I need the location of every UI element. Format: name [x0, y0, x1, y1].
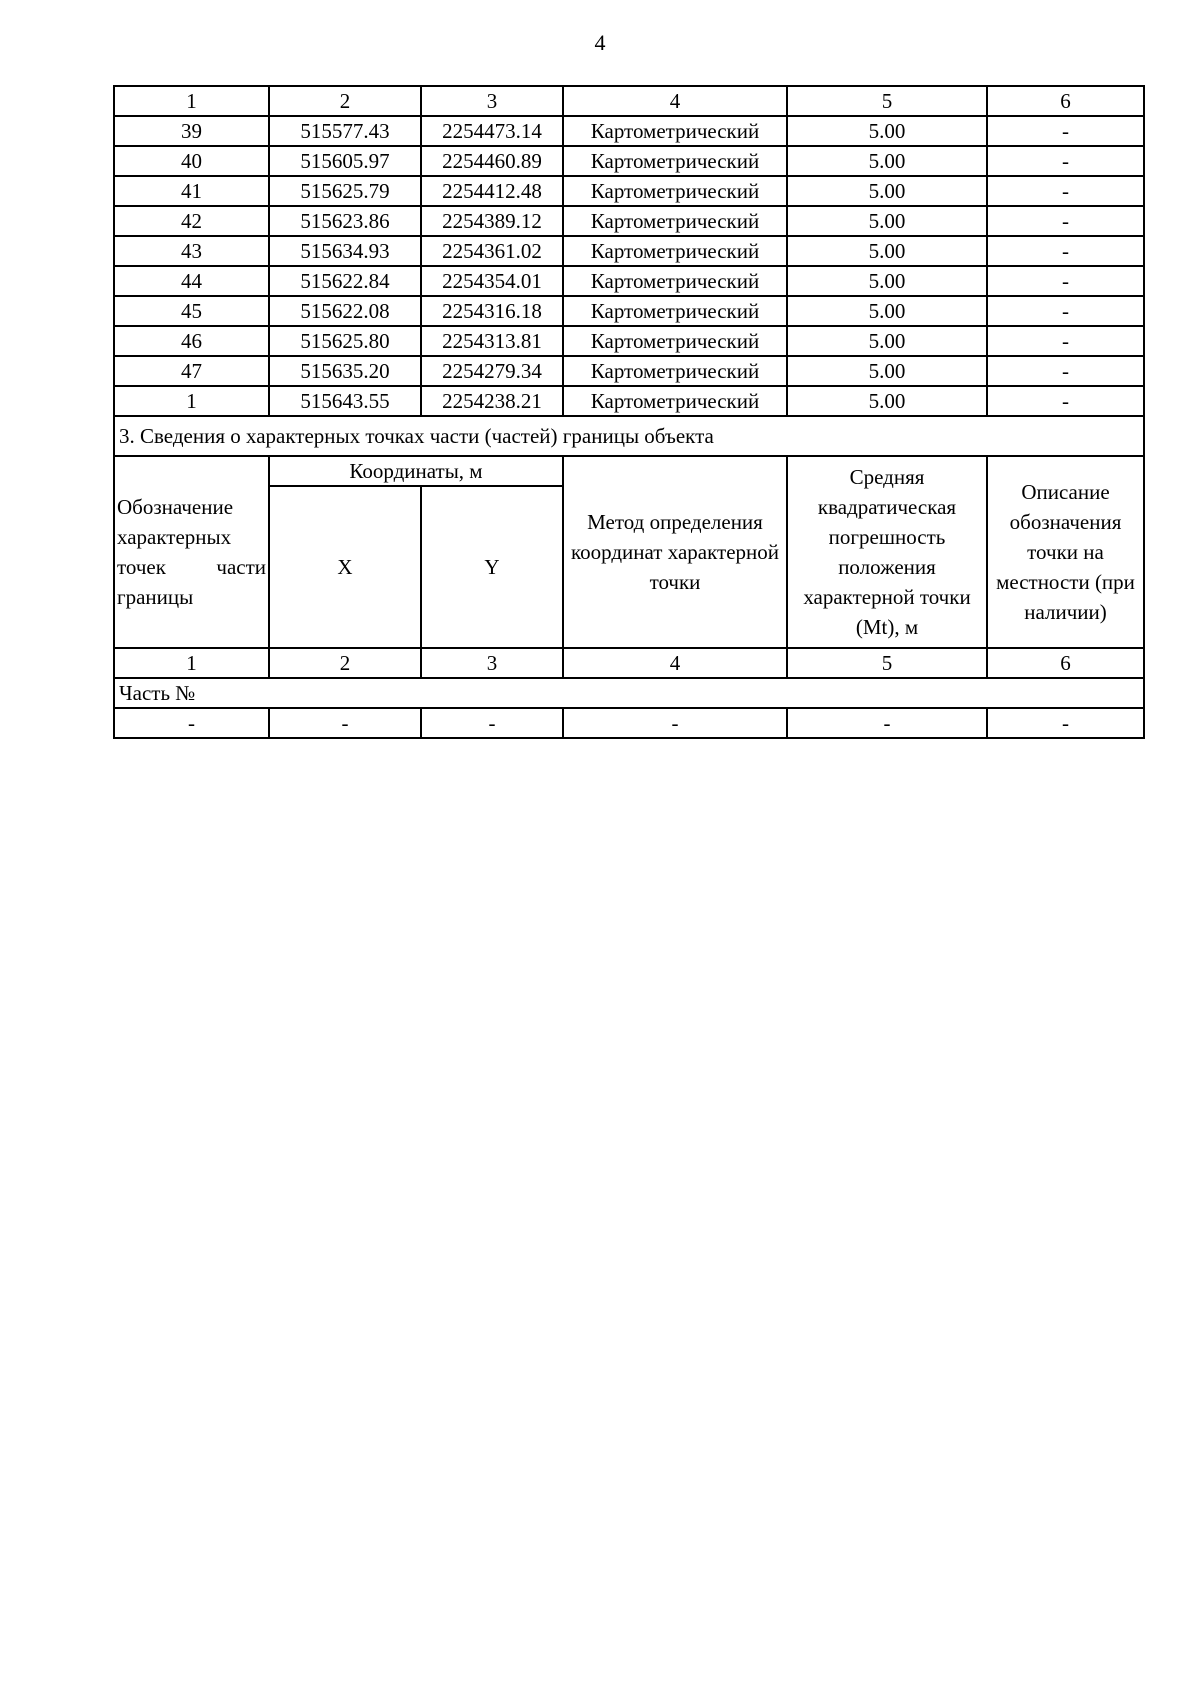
- table-row: [114, 708, 1144, 738]
- col-number: 2: [269, 648, 421, 678]
- x-cell: 515623.86: [269, 206, 421, 236]
- coordinates-header: Координаты, м: [269, 456, 563, 486]
- x-cell: 515634.93: [269, 236, 421, 266]
- description-cell: -: [987, 206, 1144, 236]
- y-cell: 2254238.21: [421, 386, 563, 416]
- mt-cell: 5.00: [787, 266, 987, 296]
- col-number: 4: [563, 648, 787, 678]
- y-cell: 2254361.02: [421, 236, 563, 266]
- x-cell: 515643.55: [269, 386, 421, 416]
- table-row: [114, 206, 1144, 236]
- col-number: 2: [269, 86, 421, 116]
- mt-cell: 5.00: [787, 356, 987, 386]
- x-cell: 515622.08: [269, 296, 421, 326]
- method-cell: Картометрический: [563, 356, 787, 386]
- method-cell: Картометрический: [563, 296, 787, 326]
- table-row: [114, 386, 1144, 416]
- point-cell: 39: [114, 116, 269, 146]
- x-cell: 515622.84: [269, 266, 421, 296]
- col-number: 1: [114, 648, 269, 678]
- mt-cell: 5.00: [787, 176, 987, 206]
- point-cell: 41: [114, 176, 269, 206]
- designation-header: Обозначение характерных точек части границы: [114, 456, 269, 648]
- description-cell: -: [987, 146, 1144, 176]
- empty-cell: -: [987, 708, 1144, 738]
- description-cell: -: [987, 266, 1144, 296]
- point-cell: 46: [114, 326, 269, 356]
- section-column-number-row: [114, 648, 1144, 678]
- mt-cell: 5.00: [787, 326, 987, 356]
- col-number: 1: [114, 86, 269, 116]
- description-header: Описание обозначения точки на местности (при наличии): [987, 456, 1144, 648]
- point-cell: 43: [114, 236, 269, 266]
- point-cell: 1: [114, 386, 269, 416]
- mt-cell: 5.00: [787, 146, 987, 176]
- table-row: [114, 146, 1144, 176]
- method-cell: Картометрический: [563, 326, 787, 356]
- method-cell: Картометрический: [563, 386, 787, 416]
- table-row: [114, 266, 1144, 296]
- col-number: 4: [563, 86, 787, 116]
- y-header: Y: [421, 486, 563, 648]
- description-cell: -: [987, 236, 1144, 266]
- y-cell: 2254412.48: [421, 176, 563, 206]
- col-number: 3: [421, 86, 563, 116]
- description-cell: -: [987, 386, 1144, 416]
- description-cell: -: [987, 356, 1144, 386]
- section-header-row: [114, 456, 1144, 486]
- mt-cell: 5.00: [787, 116, 987, 146]
- col-number: 5: [787, 648, 987, 678]
- mt-cell: 5.00: [787, 206, 987, 236]
- y-cell: 2254473.14: [421, 116, 563, 146]
- method-cell: Картометрический: [563, 206, 787, 236]
- x-cell: 515577.43: [269, 116, 421, 146]
- description-cell: -: [987, 116, 1144, 146]
- point-cell: 45: [114, 296, 269, 326]
- empty-cell: -: [787, 708, 987, 738]
- table-row: [114, 356, 1144, 386]
- mt-cell: 5.00: [787, 386, 987, 416]
- x-cell: 515605.97: [269, 146, 421, 176]
- table-row: [114, 236, 1144, 266]
- point-cell: 42: [114, 206, 269, 236]
- table-row: [114, 176, 1144, 206]
- method-header: Метод определения координат характерной точки: [563, 456, 787, 648]
- col-number: 6: [987, 648, 1144, 678]
- coordinates-table: [113, 85, 1145, 739]
- description-cell: -: [987, 296, 1144, 326]
- y-cell: 2254313.81: [421, 326, 563, 356]
- description-cell: -: [987, 326, 1144, 356]
- x-header: X: [269, 486, 421, 648]
- description-cell: -: [987, 176, 1144, 206]
- col-number: 3: [421, 648, 563, 678]
- x-cell: 515625.79: [269, 176, 421, 206]
- col-number: 5: [787, 86, 987, 116]
- method-cell: Картометрический: [563, 236, 787, 266]
- empty-cell: -: [421, 708, 563, 738]
- method-cell: Картометрический: [563, 146, 787, 176]
- mt-cell: 5.00: [787, 236, 987, 266]
- method-cell: Картометрический: [563, 176, 787, 206]
- table-body: [114, 86, 1144, 738]
- section-title: 3. Сведения о характерных точках части (частей) границы объекта: [114, 416, 1144, 456]
- method-cell: Картометрический: [563, 116, 787, 146]
- col-number: 6: [987, 86, 1144, 116]
- page-number: 4: [594, 30, 606, 55]
- empty-cell: -: [563, 708, 787, 738]
- y-cell: 2254354.01: [421, 266, 563, 296]
- y-cell: 2254389.12: [421, 206, 563, 236]
- section-title-row: [114, 416, 1144, 456]
- point-cell: 47: [114, 356, 269, 386]
- mt-header: Средняя квадратическая погрешность положения характерной точки (Mt), м: [787, 456, 987, 648]
- x-cell: 515625.80: [269, 326, 421, 356]
- mt-cell: 5.00: [787, 296, 987, 326]
- x-cell: 515635.20: [269, 356, 421, 386]
- table-row: [114, 116, 1144, 146]
- table-row: [114, 326, 1144, 356]
- table-row: [114, 296, 1144, 326]
- part-label: Часть №: [114, 678, 1144, 708]
- empty-cell: -: [114, 708, 269, 738]
- y-cell: 2254460.89: [421, 146, 563, 176]
- y-cell: 2254316.18: [421, 296, 563, 326]
- part-label-row: [114, 678, 1144, 708]
- method-cell: Картометрический: [563, 266, 787, 296]
- point-cell: 44: [114, 266, 269, 296]
- y-cell: 2254279.34: [421, 356, 563, 386]
- empty-cell: -: [269, 708, 421, 738]
- point-cell: 40: [114, 146, 269, 176]
- column-number-row: [114, 86, 1144, 116]
